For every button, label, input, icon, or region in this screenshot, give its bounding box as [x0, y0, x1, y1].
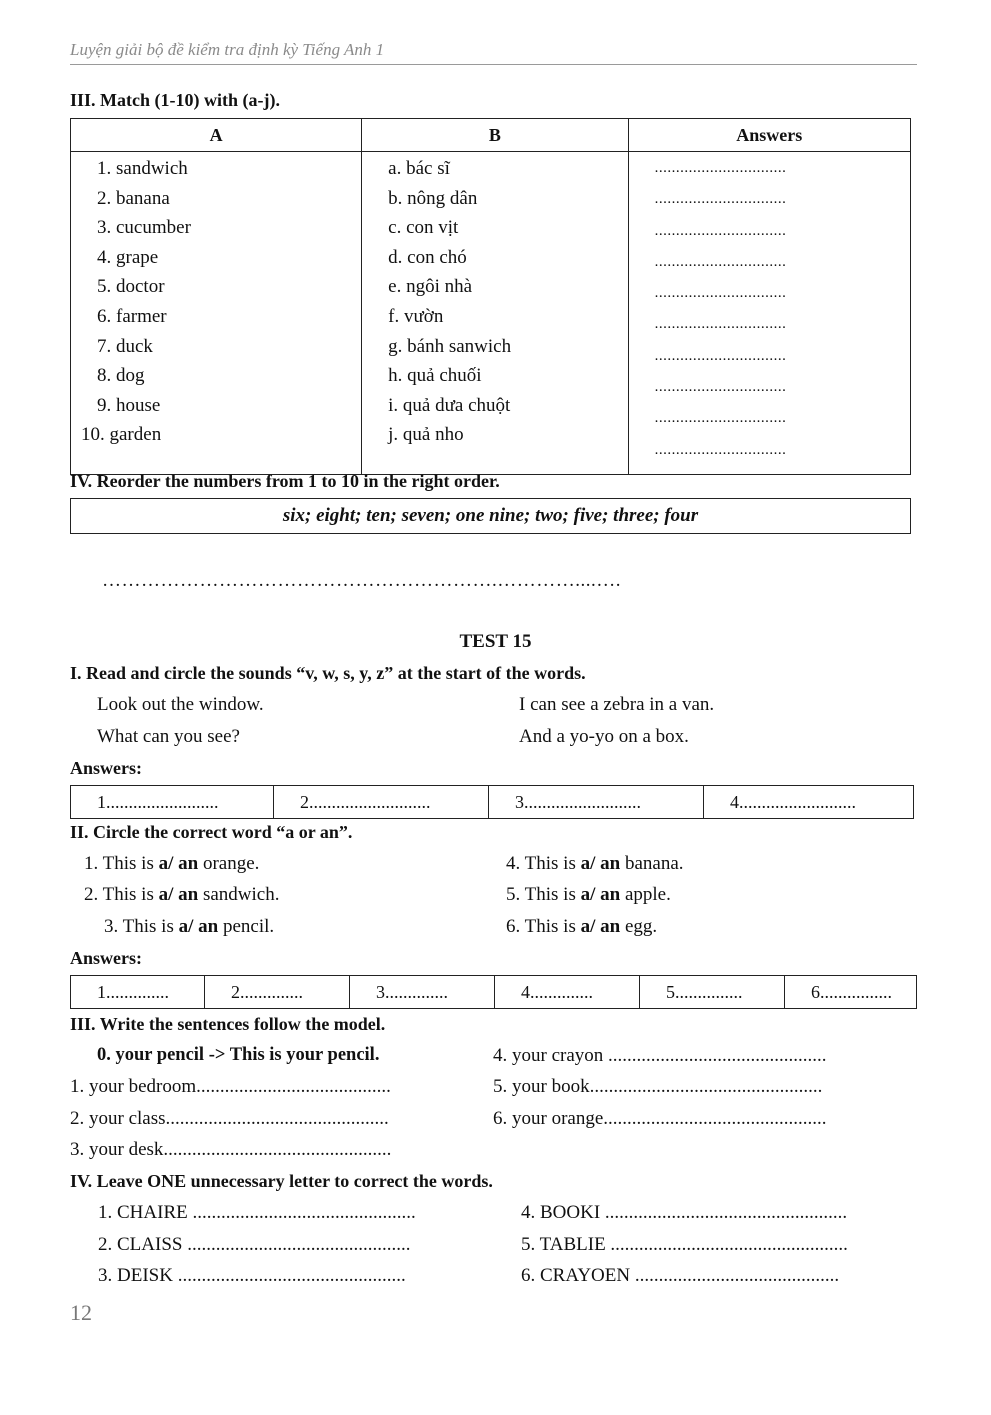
list-item: 9. house [97, 394, 161, 416]
header-answers: Answers [628, 119, 910, 152]
correct-word-item[interactable]: 6. CRAYOEN ........................................... [521, 1265, 840, 1286]
write-item[interactable]: 3. your desk................................................ [70, 1139, 392, 1160]
item-text: 5. This is [506, 884, 581, 905]
answer-blank[interactable]: ............................... [654, 379, 787, 396]
list-item: j. quả nho [388, 424, 464, 446]
model-sentence: 0. your pencil -> This is your pencil. [97, 1045, 380, 1065]
section2-heading: II. Circle the correct word “a or an”. [70, 822, 353, 842]
correct-word-item[interactable]: 3. DEISK ................................................ [98, 1265, 406, 1286]
list-item: 7. duck [97, 335, 153, 357]
answer-blank[interactable]: ............................... [654, 285, 787, 302]
item-text: pencil. [218, 916, 275, 937]
section4-heading: IV. Leave ONE unnecessary letter to correct the words. [70, 1171, 493, 1191]
item-text: orange. [198, 853, 260, 874]
column-answers [628, 152, 910, 475]
list-item: e. ngôi nhà [388, 276, 473, 298]
circle-item [506, 853, 684, 875]
answer-cell[interactable]: 1.............. [71, 976, 205, 1009]
list-item: i. quả dưa chuột [388, 394, 511, 416]
list-item: 10. garden [81, 424, 162, 446]
poem-line: Look out the window. [97, 694, 264, 715]
list-item: 8. dog [97, 365, 145, 387]
correct-word-item[interactable]: 4. BOOKI ................................................... [521, 1202, 848, 1223]
section1-heading: I. Read and circle the sounds “v, w, s, y, z” at the start of the words. [70, 663, 586, 683]
circle-item [506, 884, 671, 906]
answer-blank[interactable]: ............................... [654, 316, 787, 333]
column-b [362, 152, 628, 475]
column-a [71, 152, 362, 475]
item-text: apple. [620, 884, 671, 905]
answer-cell[interactable]: 1......................... [71, 786, 274, 819]
list-item: 3. cucumber [97, 217, 191, 239]
answer-blank[interactable]: ............................... [654, 222, 787, 239]
answer-cell[interactable]: 3.......................... [489, 786, 704, 819]
correct-word-item[interactable]: 2. CLAISS ............................................... [98, 1234, 411, 1255]
item-text: 6. This is [506, 916, 581, 937]
circle-item [84, 853, 259, 875]
answer-blank[interactable]: ............................... [654, 410, 787, 427]
answer-blank[interactable]: ............................... [654, 191, 787, 208]
answer-blank[interactable]: ............................... [654, 347, 787, 364]
answer-blank[interactable]: ............................... [654, 253, 787, 270]
list-item: g. bánh sanwich [388, 335, 512, 357]
write-item[interactable]: 1. your bedroom......................................... [70, 1076, 391, 1097]
list-item: 5. doctor [97, 276, 165, 298]
page-number: 12 [70, 1300, 92, 1325]
choice-a-an[interactable]: a/ an [580, 916, 621, 937]
answer-cell[interactable]: 6................ [785, 976, 917, 1009]
answer-cell[interactable]: 2.............. [205, 976, 350, 1009]
list-item: b. nông dân [388, 187, 478, 209]
answer-blank[interactable]: ............................... [654, 441, 787, 458]
list-item: f. vườn [388, 305, 444, 327]
item-text: egg. [620, 916, 658, 937]
header-a: A [71, 119, 362, 152]
list-item: 1. sandwich [97, 158, 188, 179]
reorder-heading: IV. Reorder the numbers from 1 to 10 in the right order. [70, 471, 500, 491]
poem-line: And a yo-yo on a box. [519, 726, 689, 747]
write-item[interactable]: 4. your crayon .............................................. [493, 1045, 827, 1066]
item-text: 3. This is [104, 916, 179, 937]
poem-line: What can you see? [97, 726, 240, 747]
choice-a-an[interactable]: a/ an [158, 884, 199, 905]
circle-item [506, 916, 657, 938]
circle-item [84, 884, 279, 906]
list-item: a. bác sĩ [388, 158, 450, 179]
section1-answer-table [70, 785, 914, 819]
item-text: 4. This is [506, 853, 581, 874]
section2-answer-table [70, 975, 917, 1009]
list-item: h. quả chuối [388, 365, 482, 387]
match-table [70, 118, 911, 475]
answer-cell[interactable]: 5............... [640, 976, 785, 1009]
choice-a-an[interactable]: a/ an [158, 853, 199, 874]
test-title: TEST 15 [459, 631, 532, 652]
answer-cell[interactable]: 3.............. [350, 976, 495, 1009]
match-heading: III. Match (1-10) with (a-j). [70, 90, 280, 110]
correct-word-item[interactable]: 5. TABLIE .................................................. [521, 1234, 848, 1255]
list-item: d. con chó [388, 246, 467, 268]
reorder-answer-line[interactable]: …………………………………………………….…………....…. [102, 570, 621, 591]
reorder-words: six; eight; ten; seven; one nine; two; five; three; four [282, 505, 699, 526]
write-item[interactable]: 6. your orange............................................... [493, 1108, 827, 1129]
choice-a-an[interactable]: a/ an [580, 853, 621, 874]
section3-heading: III. Write the sentences follow the model. [70, 1014, 386, 1034]
running-head [70, 40, 917, 65]
answer-blank[interactable]: ............................... [654, 160, 787, 176]
choice-a-an[interactable]: a/ an [580, 884, 621, 905]
answer-cell[interactable]: 4.............. [495, 976, 640, 1009]
circle-item [104, 916, 274, 938]
write-item[interactable]: 2. your class............................................... [70, 1108, 389, 1129]
item-text: 1. This is [84, 853, 159, 874]
choice-a-an[interactable]: a/ an [178, 916, 219, 937]
poem-line: I can see a zebra in a van. [519, 694, 715, 715]
list-item: 6. farmer [97, 305, 167, 327]
write-item[interactable]: 5. your book................................................. [493, 1076, 823, 1097]
section1-answers-label: Answers: [70, 758, 142, 778]
list-item: c. con vịt [388, 217, 459, 239]
reorder-word-box [70, 498, 911, 534]
answer-cell[interactable]: 2........................... [274, 786, 489, 819]
running-head-text: Luyện giải bộ đề kiểm tra định kỳ Tiếng Anh 1 [70, 40, 385, 59]
item-text: sandwich. [198, 884, 280, 905]
item-text: banana. [620, 853, 684, 874]
list-item: 2. banana [97, 187, 170, 209]
item-text: 2. This is [84, 884, 159, 905]
header-b: B [362, 119, 628, 152]
answer-cell[interactable]: 4.......................... [704, 786, 914, 819]
correct-word-item[interactable]: 1. CHAIRE ............................................... [98, 1202, 416, 1223]
section2-answers-label: Answers: [70, 948, 142, 968]
list-item: 4. grape [97, 246, 159, 268]
